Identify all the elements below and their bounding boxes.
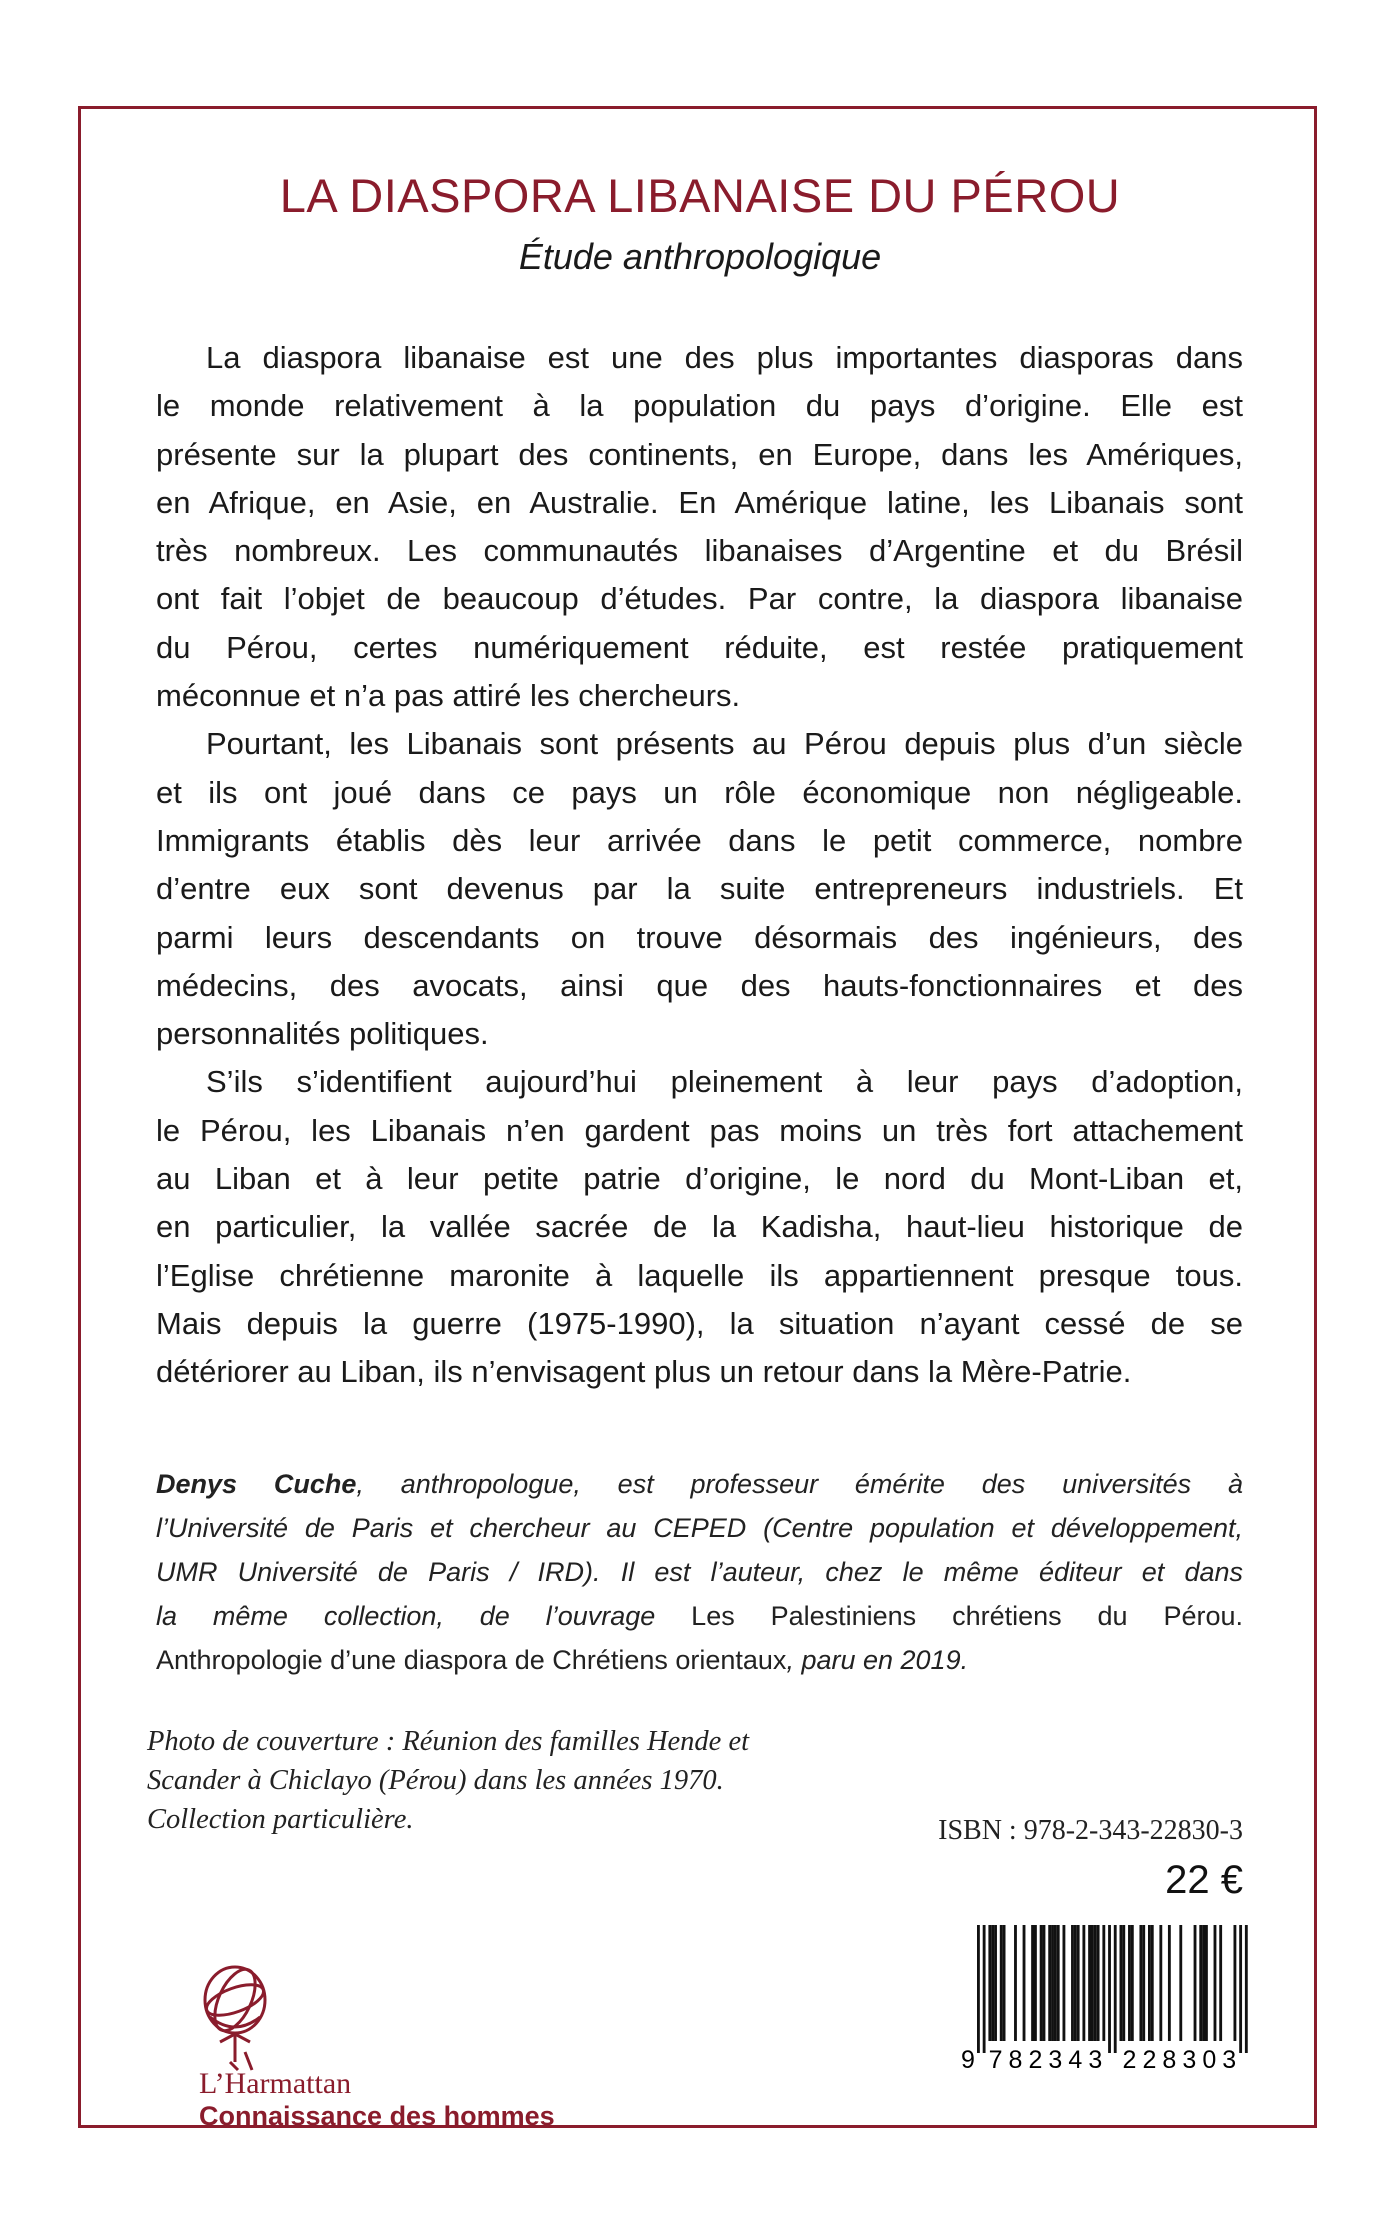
barcode-bar [994, 1925, 997, 2041]
book-reference: Anthropologie d’une diaspora de Chrétiens orientaux [156, 1645, 787, 1675]
barcode-bar [991, 1925, 994, 2041]
barcode-bar [1023, 1925, 1026, 2041]
publisher-name: L’Harmattan [199, 2067, 352, 2100]
blurb-line: Mais depuis la guerre (1975-1990), la situation n’ayant cessé de se [156, 1305, 1243, 1341]
barcode-bar [1234, 1925, 1237, 2041]
blurb-line: du Pérou, certes numériquement réduite, est restée pratiquement [156, 629, 1243, 665]
barcode-bar [1142, 1925, 1145, 2041]
barcode-digit: 0 [1202, 2046, 1217, 2074]
blurb-line: parmi leurs descendants on trouve désormais des ingénieurs, des [156, 919, 1243, 955]
barcode-digit: 4 [1068, 2046, 1083, 2074]
barcode-digit: 2 [1122, 2046, 1137, 2074]
barcode-bar [1239, 1925, 1242, 2053]
barcode-bar [1051, 1925, 1054, 2041]
barcode-bar [1048, 1925, 1051, 2041]
caption-line: Collection particulière. [147, 1804, 414, 1835]
book-subtitle: Étude anthropologique [518, 236, 882, 277]
photo-caption [147, 1722, 749, 1839]
barcode-digit: 3 [1222, 2046, 1237, 2074]
barcode-digit: 2 [1142, 2046, 1157, 2074]
blurb [156, 334, 1243, 1397]
barcode-bar [1128, 1925, 1131, 2041]
blurb-line: très nombreux. Les communautés libanaises d’Argentine et du Brésil [156, 533, 1243, 569]
blurb-line: au Liban et à leur petite patrie d’origine, le nord du Mont-Liban et, [156, 1161, 1243, 1197]
barcode-bar [1057, 1925, 1060, 2041]
blurb-line: méconnue et n’a pas attiré les chercheurs. [156, 678, 741, 714]
barcode-bar [1148, 1925, 1151, 2041]
barcode-bar [1114, 1925, 1117, 2053]
barcode-bar [1014, 1925, 1017, 2041]
barcode-bar [1202, 1925, 1205, 2041]
barcode-digit: 8 [1162, 2046, 1177, 2074]
author-bio [156, 1462, 1243, 1682]
barcode-bar [1245, 1925, 1248, 2053]
blurb-line: Pourtant, les Libanais sont présents au Pérou depuis plus d’un siècle [206, 726, 1243, 762]
collection-name: Connaissance des hommes [199, 2101, 555, 2131]
barcode-digit: 9 [961, 2046, 975, 2074]
barcode-bar [1054, 1925, 1057, 2041]
barcode-bar [1063, 1925, 1066, 2041]
barcode-bar [1214, 1925, 1217, 2041]
barcode-bar [1094, 1925, 1097, 2041]
barcode-bar [1168, 1925, 1171, 2041]
barcode-bar [1031, 1925, 1034, 2041]
barcode-bar [1199, 1925, 1202, 2041]
barcode-bar [988, 1925, 991, 2041]
barcode-bar [1071, 1925, 1074, 2041]
author-name: Denys Cuche [156, 1469, 357, 1499]
barcode-bar [1097, 1925, 1100, 2041]
barcode-bar [977, 1925, 980, 2053]
blurb-line: l’Eglise chrétienne maronite à laquelle ils appartiennent presque tous. [156, 1257, 1243, 1293]
barcode-bar [1074, 1925, 1077, 2041]
barcode-bar [1151, 1925, 1154, 2041]
barcode-bar [1205, 1925, 1208, 2041]
barcode-bar [1088, 1925, 1091, 2041]
caption-line: Photo de couverture : Réunion des familles Hende et [147, 1726, 750, 1757]
barcode-bar [1003, 1925, 1006, 2041]
author-bio-text: l’Université de Paris et chercheur au CEPED (Centre population et développement, [156, 1513, 1243, 1543]
barcode-bar [1077, 1925, 1080, 2041]
barcode-digit: 8 [1008, 2046, 1023, 2074]
barcode-bar [1091, 1925, 1094, 2041]
barcode-bar [1040, 1925, 1043, 2041]
blurb-line: détériorer au Liban, ils n’envisagent plus un retour dans la Mère-Patrie. [156, 1354, 1132, 1390]
barcode-bar [1139, 1925, 1142, 2041]
author-bio-text: la même collection, de l’ouvrage [156, 1601, 692, 1631]
publisher-logo-icon [190, 1962, 300, 2072]
blurb-line: La diaspora libanaise est une des plus importantes diasporas dans [206, 340, 1243, 375]
barcode-bar [1043, 1925, 1046, 2041]
book-title: LA DIASPORA LIBANAISE DU PÉROU [279, 169, 1121, 222]
caption-line: Scander à Chiclayo (Pérou) dans les années 1970. [147, 1765, 724, 1796]
barcode-bar [1159, 1925, 1162, 2041]
barcode-bar [1179, 1925, 1182, 2041]
author-bio-text: , paru en 2019. [786, 1645, 969, 1675]
book-reference: Les Palestiniens chrétiens du Pérou. [691, 1601, 1244, 1631]
author-bio-text: , anthropologue, est professeur émérite des universités à [356, 1469, 1243, 1499]
blurb-line: présente sur la plupart des continents, en Europe, dans les Amériques, [156, 436, 1243, 472]
barcode-bar [1000, 1925, 1003, 2041]
barcode-digit: 3 [1088, 2046, 1103, 2074]
barcode-digit: 2 [1028, 2046, 1043, 2074]
blurb-line: personnalités politiques. [156, 1016, 489, 1052]
barcode-bar [1194, 1925, 1197, 2041]
blurb-line: d’entre eux sont devenus par la suite entrepreneurs industriels. Et [156, 871, 1243, 907]
blurb-line: S’ils s’identifient aujourd’hui pleinement à leur pays d’adoption, [206, 1064, 1243, 1100]
isbn: ISBN : 978-2-343-22830-3 [938, 1815, 1243, 1846]
barcode-bar [1102, 1925, 1105, 2041]
blurb-line: Immigrants établis dès leur arrivée dans le petit commerce, nombre [156, 822, 1243, 858]
price: 22 € [1165, 1858, 1243, 1902]
barcode-bar [1108, 1925, 1111, 2053]
barcode-bar [1082, 1925, 1085, 2041]
barcode-digit: 3 [1048, 2046, 1063, 2074]
barcode-bar [1034, 1925, 1037, 2041]
blurb-line: le Pérou, les Libanais n’en gardent pas moins un très fort attachement [156, 1112, 1243, 1148]
blurb-line: ont fait l’objet de beaucoup d’études. Par contre, la diaspora libanaise [156, 581, 1243, 617]
blurb-line: en particulier, la vallée sacrée de la Kadisha, haut-lieu historique de [156, 1209, 1243, 1245]
barcode-bar [1219, 1925, 1222, 2041]
author-bio-text: UMR Université de Paris / IRD). Il est l’auteur, chez le même éditeur et dans [156, 1557, 1243, 1587]
barcode-bar [1120, 1925, 1123, 2041]
blurb-line: et ils ont joué dans ce pays un rôle économique non négligeable. [156, 774, 1243, 810]
barcode-bar [983, 1925, 986, 2053]
blurb-line: médecins, des avocats, ainsi que des hauts-fonctionnaires et des [156, 967, 1243, 1003]
blurb-line: le monde relativement à la population du pays d’origine. Elle est [156, 388, 1243, 424]
barcode-digit: 3 [1182, 2046, 1197, 2074]
barcode-bar [1122, 1925, 1125, 2041]
barcode [963, 1925, 1248, 2075]
blurb-line: en Afrique, en Asie, en Australie. En Amérique latine, les Libanais sont [156, 484, 1243, 520]
barcode-digit: 7 [988, 2046, 1003, 2074]
barcode-bar [1131, 1925, 1134, 2041]
